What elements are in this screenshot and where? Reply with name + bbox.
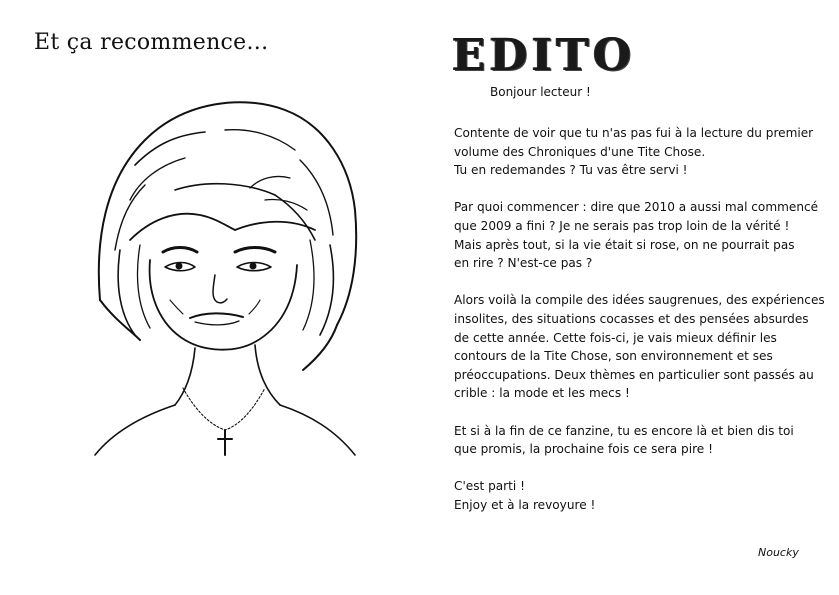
paragraph: Alors voilà la compile des idées saugrenues, des expériences insolites, des situations cocasses et des pensées absurdes de cette année. Cette fois-ci, je vais mieux définir les contours de la Tite Chose, son environnement et ses préoccupations. Deux thèmes en particulier sont passés au crible : la mode et les mecs ! [454,293,825,401]
editorial-body [454,124,826,533]
greeting: Bonjour lecteur ! [490,85,591,99]
paragraph: Et si à la fin de ce fanzine, tu es encore là et bien dis toi que promis, la prochaine fois ce sera pire ! [454,423,794,457]
edito-title: EDITO [452,30,636,81]
paragraph: Par quoi commencer : dire que 2010 a aussi mal commencé que 2009 a fini ? Je ne serais pas trop loin de la vérité ! Mais après tout, si la vie était si rose, on ne pourrait pas en rire ? N'est-ce pas ? [454,200,819,271]
paragraph: Contente de voir que tu n'as pas fui à la lecture du premier volume des Chroniques d'une Tite Chose. Tu en redemandes ? Tu vas être servi ! [454,126,814,178]
paragraph: C'est parti ! Enjoy et à la revoyure ! [454,479,596,512]
signature: Noucky [758,546,799,559]
portrait-illustration [75,70,395,470]
left-page-title: Et ça recommence... [34,30,269,55]
